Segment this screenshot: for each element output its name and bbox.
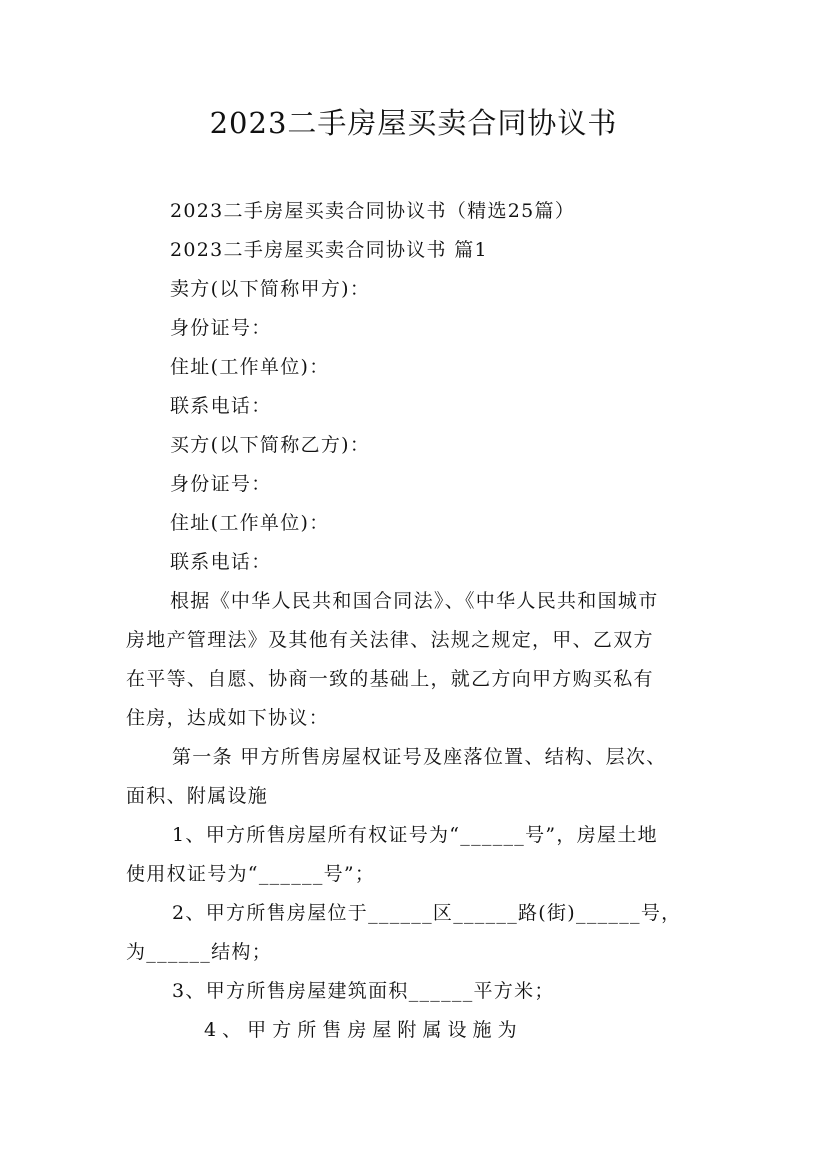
clause-3: 3、甲方所售房屋建筑面积______平方米；: [172, 980, 555, 1002]
document-title: 2023二手房屋买卖合同协议书: [209, 106, 618, 140]
clause-4: 4 、 甲 方 所 售 房 屋 附 属 设 施 为: [204, 1019, 517, 1041]
paragraph-line: 住房，达成如下协议：: [126, 707, 330, 729]
paragraph-line: 根据《中华人民共和国合同法》、《中华人民共和国城市: [170, 590, 659, 612]
buyer-id-label: 身份证号：: [170, 473, 272, 495]
clause-2-cont: 为______结构；: [126, 941, 273, 963]
paragraph-line: 房地产管理法》及其他有关法律、法规之规定，甲、乙双方: [126, 629, 654, 651]
seller-label: 卖方(以下简称甲方)：: [170, 278, 371, 300]
seller-phone-label: 联系电话：: [170, 395, 272, 417]
subtitle-line: 2023二手房屋买卖合同协议书（精选25篇）: [170, 200, 576, 222]
buyer-phone-label: 联系电话：: [170, 551, 272, 573]
article-heading-cont: 面积、附属设施: [126, 785, 269, 807]
clause-1-cont: 使用权证号为“______号”；: [126, 863, 376, 885]
buyer-address-label: 住址(工作单位)：: [170, 512, 330, 534]
article-heading: 第一条 甲方所售房屋权证号及座落位置、结构、层次、: [172, 746, 667, 768]
clause-2: 2、甲方所售房屋位于______区______路(街)______号，: [172, 902, 682, 924]
paragraph-line: 在平等、自愿、协商一致的基础上，就乙方向甲方购买私有: [126, 668, 654, 690]
seller-id-label: 身份证号：: [170, 317, 272, 339]
clause-1: 1、甲方所售房屋所有权证号为“______号”，房屋土地: [172, 824, 658, 846]
buyer-label: 买方(以下简称乙方)：: [170, 434, 371, 456]
seller-address-label: 住址(工作单位)：: [170, 356, 330, 378]
section-heading: 2023二手房屋买卖合同协议书 篇1: [170, 239, 488, 261]
